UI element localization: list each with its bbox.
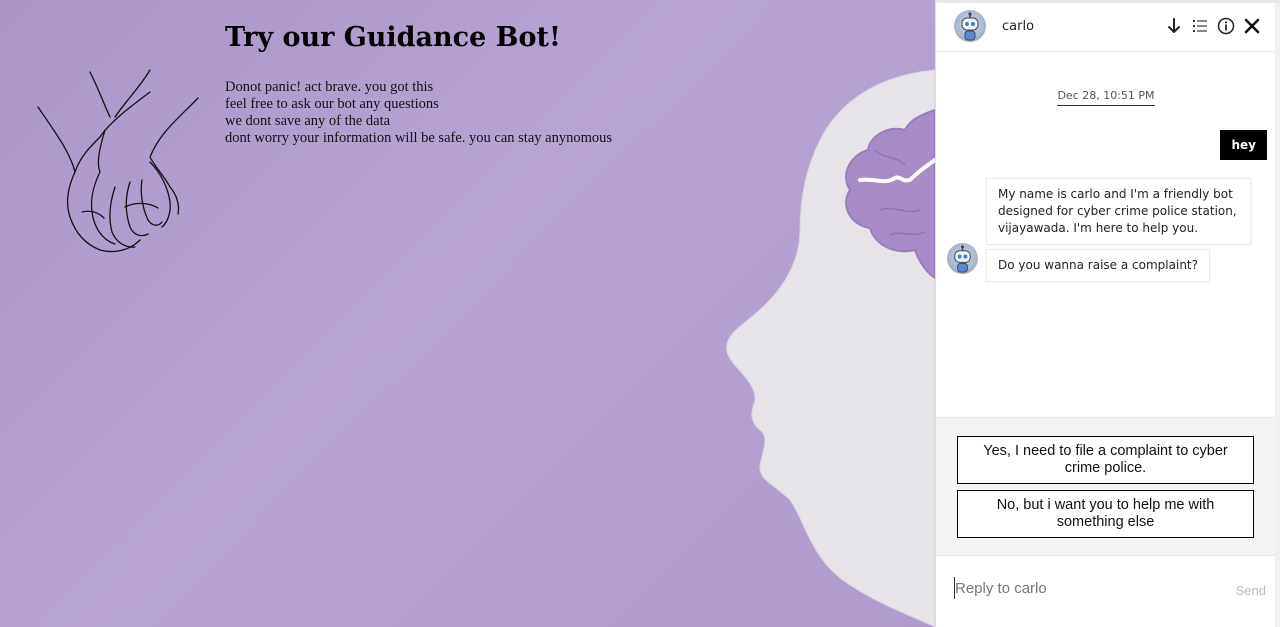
bot-message: Do you wanna raise a complaint?: [986, 249, 1210, 282]
quick-replies: [936, 417, 1276, 556]
head-silhouette-illustration: [700, 60, 935, 627]
holding-hands-illustration: [30, 62, 205, 262]
bot-message-avatar: [947, 243, 978, 274]
hero-line: Donot panic! act brave. you got this: [225, 79, 434, 95]
hero-line: dont worry your information will be safe. you can stay anynomous: [225, 130, 612, 146]
close-chat-button[interactable]: [1242, 16, 1262, 36]
user-message: hey: [1220, 130, 1267, 160]
hero-line: feel free to ask our bot any questions: [225, 96, 439, 112]
hero-description: [225, 79, 612, 147]
arrow-down-icon: [1167, 18, 1181, 34]
info-icon: [1217, 17, 1235, 35]
menu-list-button[interactable]: [1190, 16, 1210, 36]
chat-header: [936, 3, 1276, 52]
reply-input[interactable]: [954, 577, 1215, 599]
scroll-down-button[interactable]: [1164, 16, 1184, 36]
bot-message: My name is carlo and I'm a friendly bot designed for cyber crime police station, vijayawada. I'm here to help you.: [986, 178, 1251, 245]
quick-reply-no-button[interactable]: No, but i want you to help me with something else: [957, 490, 1254, 538]
list-icon: [1192, 19, 1208, 33]
close-icon: [1244, 18, 1260, 34]
hero-line: we dont save any of the data: [225, 113, 391, 129]
page-scrollbar[interactable]: [1275, 3, 1280, 627]
hero-title: Try our Guidance Bot!: [225, 22, 561, 53]
bot-name: carlo: [1002, 19, 1035, 34]
chat-widget: [935, 3, 1276, 627]
date-text: Dec 28, 10:51 PM: [1057, 89, 1154, 106]
robot-icon: [947, 243, 978, 274]
quick-reply-yes-button[interactable]: Yes, I need to file a complaint to cyber crime police.: [957, 436, 1254, 484]
info-button[interactable]: [1216, 16, 1236, 36]
bot-avatar[interactable]: [954, 10, 986, 42]
message-date: [936, 89, 1276, 106]
robot-icon: [954, 10, 986, 42]
send-button[interactable]: Send: [1235, 583, 1266, 598]
